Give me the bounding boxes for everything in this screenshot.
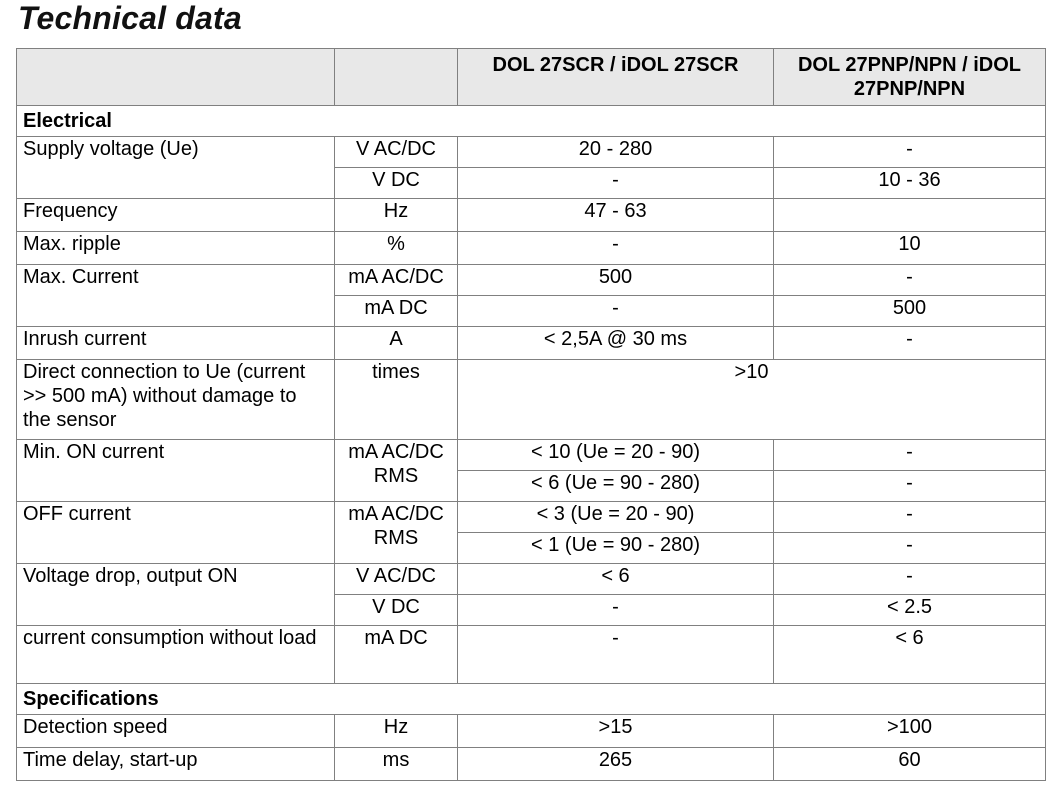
value-cell: - — [774, 564, 1046, 595]
unit-cell: A — [335, 327, 458, 360]
unit-cell: mA AC/DC RMS — [335, 440, 458, 502]
table-row — [17, 564, 1046, 595]
value-cell: 60 — [774, 748, 1046, 781]
value-cell: - — [774, 471, 1046, 502]
table-row — [17, 748, 1046, 781]
table-row — [17, 327, 1046, 360]
value-cell: 500 — [774, 296, 1046, 327]
value-cell: - — [458, 296, 774, 327]
table-row — [17, 502, 1046, 533]
value-cell: - — [774, 137, 1046, 168]
header-cell-unit — [335, 49, 458, 106]
row-label: Direct connection to Ue (current >> 500 mA) without damage to the sensor — [17, 360, 335, 440]
value-cell: < 3 (Ue = 20 - 90) — [458, 502, 774, 533]
header-cell-empty — [17, 49, 335, 106]
row-label: Max. Current — [17, 265, 335, 327]
value-cell: - — [774, 265, 1046, 296]
page-title: Technical data — [18, 0, 242, 36]
unit-cell: times — [335, 360, 458, 440]
value-cell: - — [458, 595, 774, 626]
row-label: Min. ON current — [17, 440, 335, 502]
value-cell: 47 - 63 — [458, 199, 774, 232]
value-cell: < 6 — [458, 564, 774, 595]
section-row — [17, 106, 1046, 137]
header-col-pnp: DOL 27PNP/NPN / iDOL 27PNP/NPN — [774, 49, 1046, 106]
value-cell: 10 - 36 — [774, 168, 1046, 199]
row-label: Supply voltage (Ue) — [17, 137, 335, 199]
value-cell: - — [774, 533, 1046, 564]
value-cell: - — [458, 626, 774, 684]
value-cell: >10 — [458, 360, 1046, 440]
row-label: Frequency — [17, 199, 335, 232]
unit-cell: V DC — [335, 168, 458, 199]
row-label: OFF current — [17, 502, 335, 564]
table-row — [17, 360, 1046, 440]
row-label: Detection speed — [17, 715, 335, 748]
value-cell: - — [458, 232, 774, 265]
value-cell: < 1 (Ue = 90 - 280) — [458, 533, 774, 564]
technical-data-table — [16, 48, 1046, 781]
table-row — [17, 715, 1046, 748]
value-cell: < 2,5A @ 30 ms — [458, 327, 774, 360]
section-specifications: Specifications — [17, 684, 1046, 715]
unit-cell: ms — [335, 748, 458, 781]
row-label: current consumption without load — [17, 626, 335, 684]
unit-cell: V AC/DC — [335, 137, 458, 168]
unit-cell: mA AC/DC — [335, 265, 458, 296]
table-row — [17, 137, 1046, 168]
table-row — [17, 265, 1046, 296]
unit-cell: V DC — [335, 595, 458, 626]
table-row — [17, 440, 1046, 471]
row-label: Max. ripple — [17, 232, 335, 265]
value-cell: 10 — [774, 232, 1046, 265]
table-header-row — [17, 49, 1046, 106]
value-cell: 20 - 280 — [458, 137, 774, 168]
value-cell: < 6 (Ue = 90 - 280) — [458, 471, 774, 502]
value-cell: - — [774, 440, 1046, 471]
value-cell — [774, 199, 1046, 232]
unit-cell: mA DC — [335, 296, 458, 327]
value-cell: >15 — [458, 715, 774, 748]
table-row — [17, 626, 1046, 684]
unit-cell: % — [335, 232, 458, 265]
row-label: Voltage drop, output ON — [17, 564, 335, 626]
value-cell: >100 — [774, 715, 1046, 748]
unit-cell: mA AC/DC RMS — [335, 502, 458, 564]
unit-cell: Hz — [335, 715, 458, 748]
table-row — [17, 199, 1046, 232]
unit-cell: Hz — [335, 199, 458, 232]
section-electrical: Electrical — [17, 106, 1046, 137]
unit-cell: V AC/DC — [335, 564, 458, 595]
row-label: Time delay, start-up — [17, 748, 335, 781]
value-cell: 265 — [458, 748, 774, 781]
row-label: Inrush current — [17, 327, 335, 360]
unit-cell: mA DC — [335, 626, 458, 684]
value-cell: - — [774, 327, 1046, 360]
value-cell: < 2.5 — [774, 595, 1046, 626]
header-col-scr: DOL 27SCR / iDOL 27SCR — [458, 49, 774, 106]
value-cell: - — [458, 168, 774, 199]
value-cell: < 6 — [774, 626, 1046, 684]
value-cell: - — [774, 502, 1046, 533]
table-row — [17, 232, 1046, 265]
value-cell: < 10 (Ue = 20 - 90) — [458, 440, 774, 471]
value-cell: 500 — [458, 265, 774, 296]
section-row — [17, 684, 1046, 715]
